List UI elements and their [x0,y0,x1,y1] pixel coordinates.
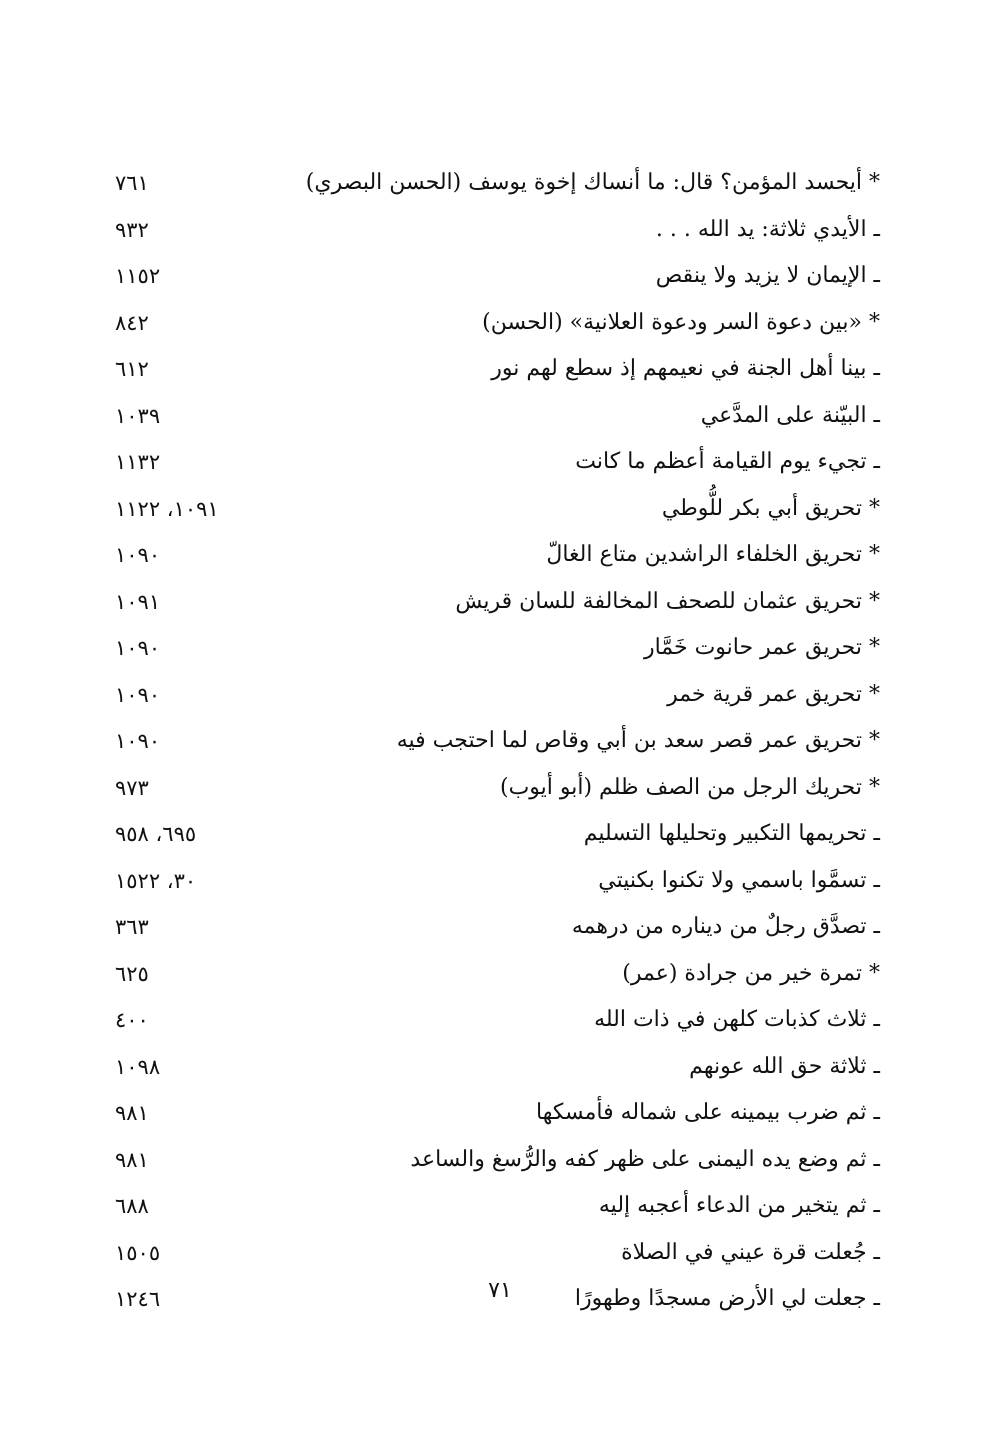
index-entry [110,765,890,812]
entry-page-refs: ١٠٩١ [115,589,161,614]
index-entry [110,579,890,626]
entry-page-refs: ٧٦١ [115,171,149,195]
entry-text: * تحريق أبي بكر للُّوطي [661,495,880,521]
entry-page-refs: ٦٢٥ [115,961,149,986]
index-entry [110,1183,890,1230]
entry-text: * تحريق عمر قرية خمر [667,681,880,707]
index-entry [110,486,890,533]
entry-text: ـ الأيدي ثلاثة: يد الله . . . [655,216,880,242]
entry-text: ـ بينا أهل الجنة في نعيمهم إذ سطع لهم نور [491,356,880,381]
entry-page-refs: ١٠٩٠ [115,729,161,753]
entry-page-refs: ١١٥٢ [115,264,161,288]
index-entry [110,393,890,440]
index-entry [110,300,890,347]
entry-text: ـ ثم ضرب بيمينه على شماله فأمسكها [536,1100,880,1125]
entry-page-refs: ٩٣٢ [115,217,149,242]
index-entry [110,1137,890,1184]
entry-text: * تحريق عثمان للصحف المخالفة للسان قريش [455,588,880,614]
index-entry [110,207,890,254]
entry-text: * تحريق عمر قصر سعد بن أبي وقاص لما احتجب فيه [396,728,880,753]
entry-page-refs: ٩٧٣ [115,775,149,800]
entry-text: * تحريق الخلفاء الراشدين متاع الغالّ [546,542,880,567]
entry-text: * تحريك الرجل من الصف ظلم (أبو أيوب) [499,774,880,800]
page-number: ٧١ [488,1278,512,1303]
index-entry [110,253,890,300]
entry-page-refs: ٤٠٠ [115,1008,149,1032]
index-entry [110,160,890,207]
entry-page-refs: ١٠٩٠ [115,543,161,567]
index-entry [110,997,890,1044]
entry-page-refs: ٦٨٨ [115,1194,149,1218]
entry-page-refs: ١٠٣٩ [115,403,161,428]
entry-text: ـ البيّنة على المدَّعي [700,402,880,428]
entry-text: ـ ثلاث كذبات كلهن في ذات الله [594,1007,880,1032]
entry-text: * تحريق عمر حانوت خَمَّار [643,635,880,660]
entry-text: ـ جعلت لي الأرض مسجدًا وطهورًا [574,1286,880,1311]
entry-text: ـ تسمَّوا باسمي ولا تكنوا بكنيتي [598,867,880,893]
index-entry [110,811,890,858]
entry-text: ـ ثلاثة حق الله عونهم [689,1053,880,1079]
index-entry [110,1044,890,1091]
index-entry [110,625,890,672]
entry-page-refs: ١٢٤٦ [115,1287,161,1311]
index-entry [110,532,890,579]
index-entry [110,858,890,905]
entry-text: ـ ثم وضع يده اليمنى على ظهر كفه والرُّسغ والساعد [410,1146,880,1172]
entry-page-refs: ١٠٩٠ [115,682,161,707]
entry-page-refs: ١٠٩١، ١١٢٢ [115,496,219,521]
index-entry [110,672,890,719]
entry-page-refs: ٩٨١ [115,1147,149,1172]
entry-page-refs: ٣٦٣ [115,915,149,939]
entry-page-refs: ٣٠، ١٥٢٢ [115,868,197,893]
index-entry [110,439,890,486]
index-entry [110,346,890,393]
entry-text: ـ تحريمها التكبير وتحليلها التسليم [583,821,880,846]
entry-page-refs: ٦٩٥، ٩٥٨ [115,822,197,846]
entry-text: * تمرة خير من جرادة (عمر) [622,960,880,986]
entry-page-refs: ٩٨١ [115,1101,149,1125]
entry-page-refs: ٦١٢ [115,357,149,381]
entry-page-refs: ١٠٩٠ [115,636,161,660]
index-entry [110,1090,890,1137]
entry-text: ـ تصدَّق رجلٌ من ديناره من درهمه [571,914,880,939]
index-entry [110,904,890,951]
entry-text: ـ الإيمان لا يزيد ولا ينقص [655,263,880,288]
index-entry [110,718,890,765]
entry-text: ـ ثم يتخير من الدعاء أعجبه إليه [598,1193,880,1218]
index-entry [110,951,890,998]
index-entry [110,1230,890,1277]
entry-text: * «بين دعوة السر ودعوة العلانية» (الحسن) [482,309,880,335]
entry-text: ـ تجيء يوم القيامة أعظم ما كانت [575,449,880,474]
entry-page-refs: ٨٤٢ [115,310,149,335]
entry-page-refs: ١٠٩٨ [115,1054,161,1079]
entry-text: ـ جُعلت قرة عيني في الصلاة [621,1239,880,1265]
entry-page-refs: ١٥٠٥ [115,1240,161,1265]
index-list [110,160,890,1323]
entry-text: * أيحسد المؤمن؟ قال: ما أنساك إخوة يوسف (الحسن البصري) [305,170,880,195]
entry-page-refs: ١١٣٢ [115,450,161,474]
